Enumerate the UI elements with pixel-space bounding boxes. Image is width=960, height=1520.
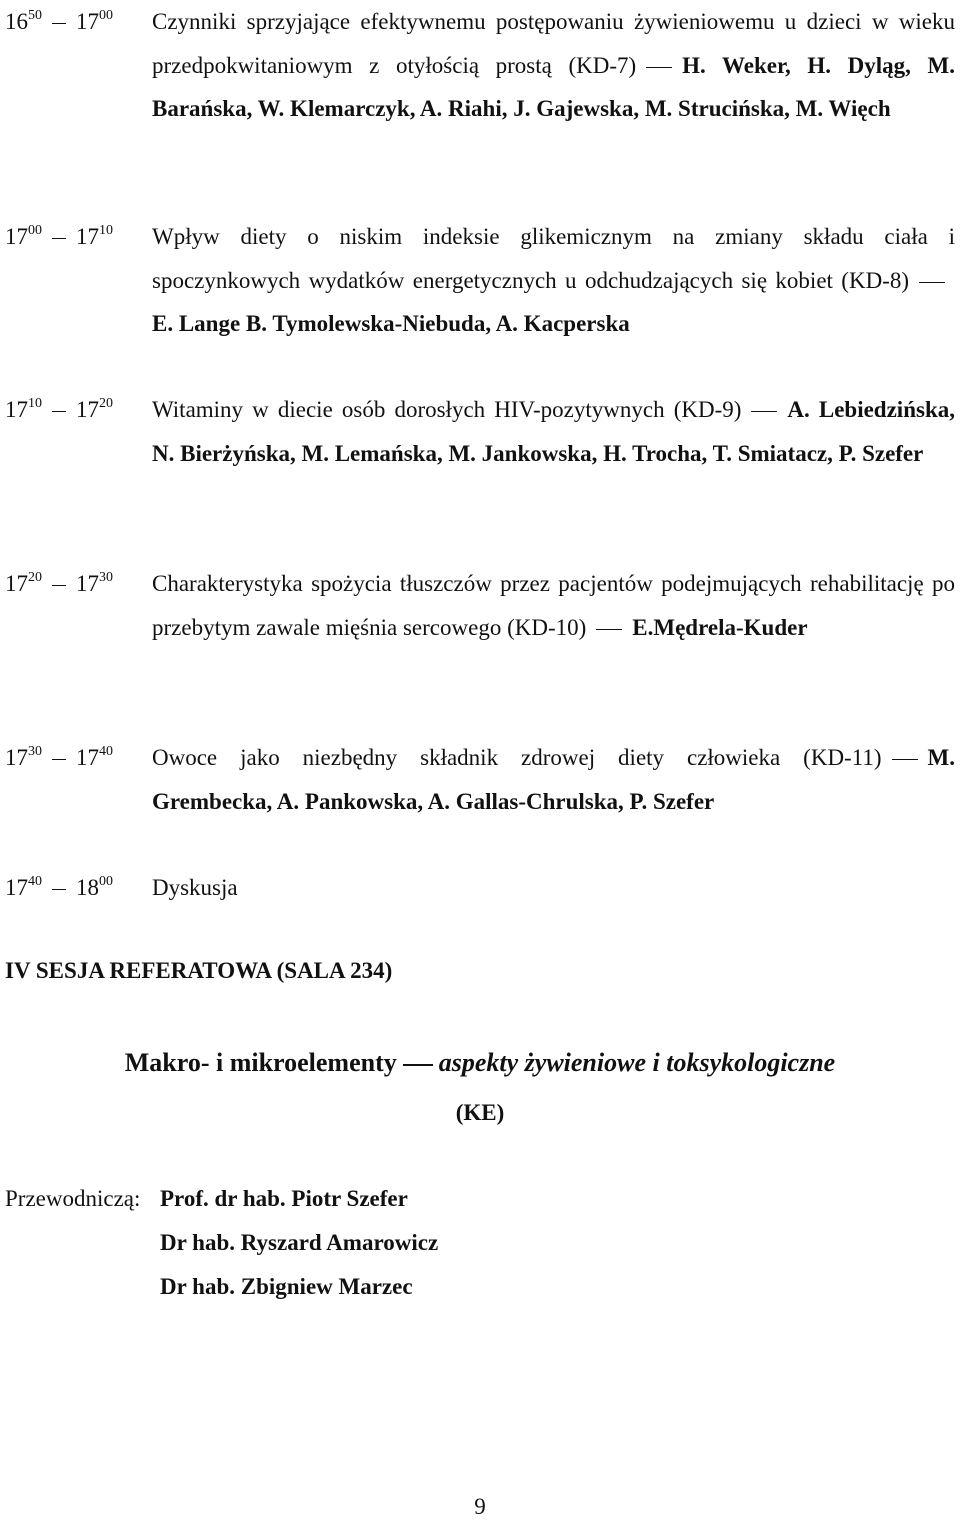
presentation-authors: A. Lebiedzińska, N. Bierżyńska, M. Lemańska, M. Jankowska, H. Trocha, T. Smiatacz, P. Szefer	[152, 397, 955, 466]
presentation-title: Czynniki sprzyjające efektywnemu postępowaniu żywieniowemu u dzieci w wieku przedpokwitaniowym z otyłością prostą (KD-7)	[152, 9, 955, 78]
session-code: (KE)	[455, 1100, 505, 1125]
session-topic	[0, 1048, 960, 1078]
chairs-label: Przewodniczą:	[5, 1186, 141, 1211]
presentation-description	[152, 562, 955, 649]
session-title: IV SESJA REFERATOWA (SALA 234)	[5, 958, 393, 983]
session-topic-italic: aspekty żywieniowe i toksykologiczne	[438, 1048, 836, 1077]
chair-name: Dr hab. Ryszard Amarowicz	[160, 1230, 439, 1255]
presentation-title: Wpływ diety o niskim indeksie glikemicznym na zmiany składu ciała i spoczynkowych wydatków energetycznych u odchudzających się kobiet (KD-8)	[152, 224, 955, 293]
presentation-title: Charakterystyka spożycia tłuszczów przez pacjentów podejmujących rehabilitację po przebytym zawale mięśnia sercowego (KD-10)	[152, 571, 955, 640]
time-range: $17^{20}$ $17^{30}$	[5, 570, 113, 596]
time-range: $17^{40}$ $18^{00}$	[5, 874, 113, 900]
presentation-description	[152, 866, 955, 910]
presentation-description	[152, 388, 955, 475]
chair-name: Prof. dr hab. Piotr Szefer	[160, 1186, 408, 1211]
presentation-description	[152, 215, 955, 346]
page-number: 9	[474, 1494, 486, 1519]
time-range: $16^{50}$ $17^{00}$	[5, 8, 113, 34]
presentation-authors: M. Grembecka, A. Pankowska, A. Gallas-Chrulska, P. Szefer	[152, 745, 955, 814]
presentation-title: Dyskusja	[152, 875, 238, 900]
time-range: $17^{10}$ $17^{20}$	[5, 396, 113, 422]
presentation-title: Witaminy w diecie osób dorosłych HIV-pozytywnych (KD-9)	[152, 397, 742, 422]
time-range: $17^{00}$ $17^{10}$	[5, 223, 113, 249]
presentation-authors: H. Weker, H. Dyląg, M. Barańska, W. Klemarczyk, A. Riahi, J. Gajewska, M. Strucińska, M. Więch	[152, 52, 955, 121]
session-topic-main: Makro- i mikroelementy	[124, 1048, 397, 1077]
presentation-description	[152, 0, 955, 131]
chair-name: Dr hab. Zbigniew Marzec	[160, 1274, 413, 1299]
presentation-authors: E.Mędrela-Kuder	[632, 614, 808, 640]
presentation-title: Owoce jako niezbędny składnik zdrowej diety człowieka (KD-11)	[152, 745, 882, 770]
time-range: $17^{30}$ $17^{40}$	[5, 744, 113, 770]
presentation-description	[152, 736, 955, 823]
presentation-authors: E. Lange B. Tymolewska-Niebuda, A. Kacperska	[152, 311, 630, 336]
